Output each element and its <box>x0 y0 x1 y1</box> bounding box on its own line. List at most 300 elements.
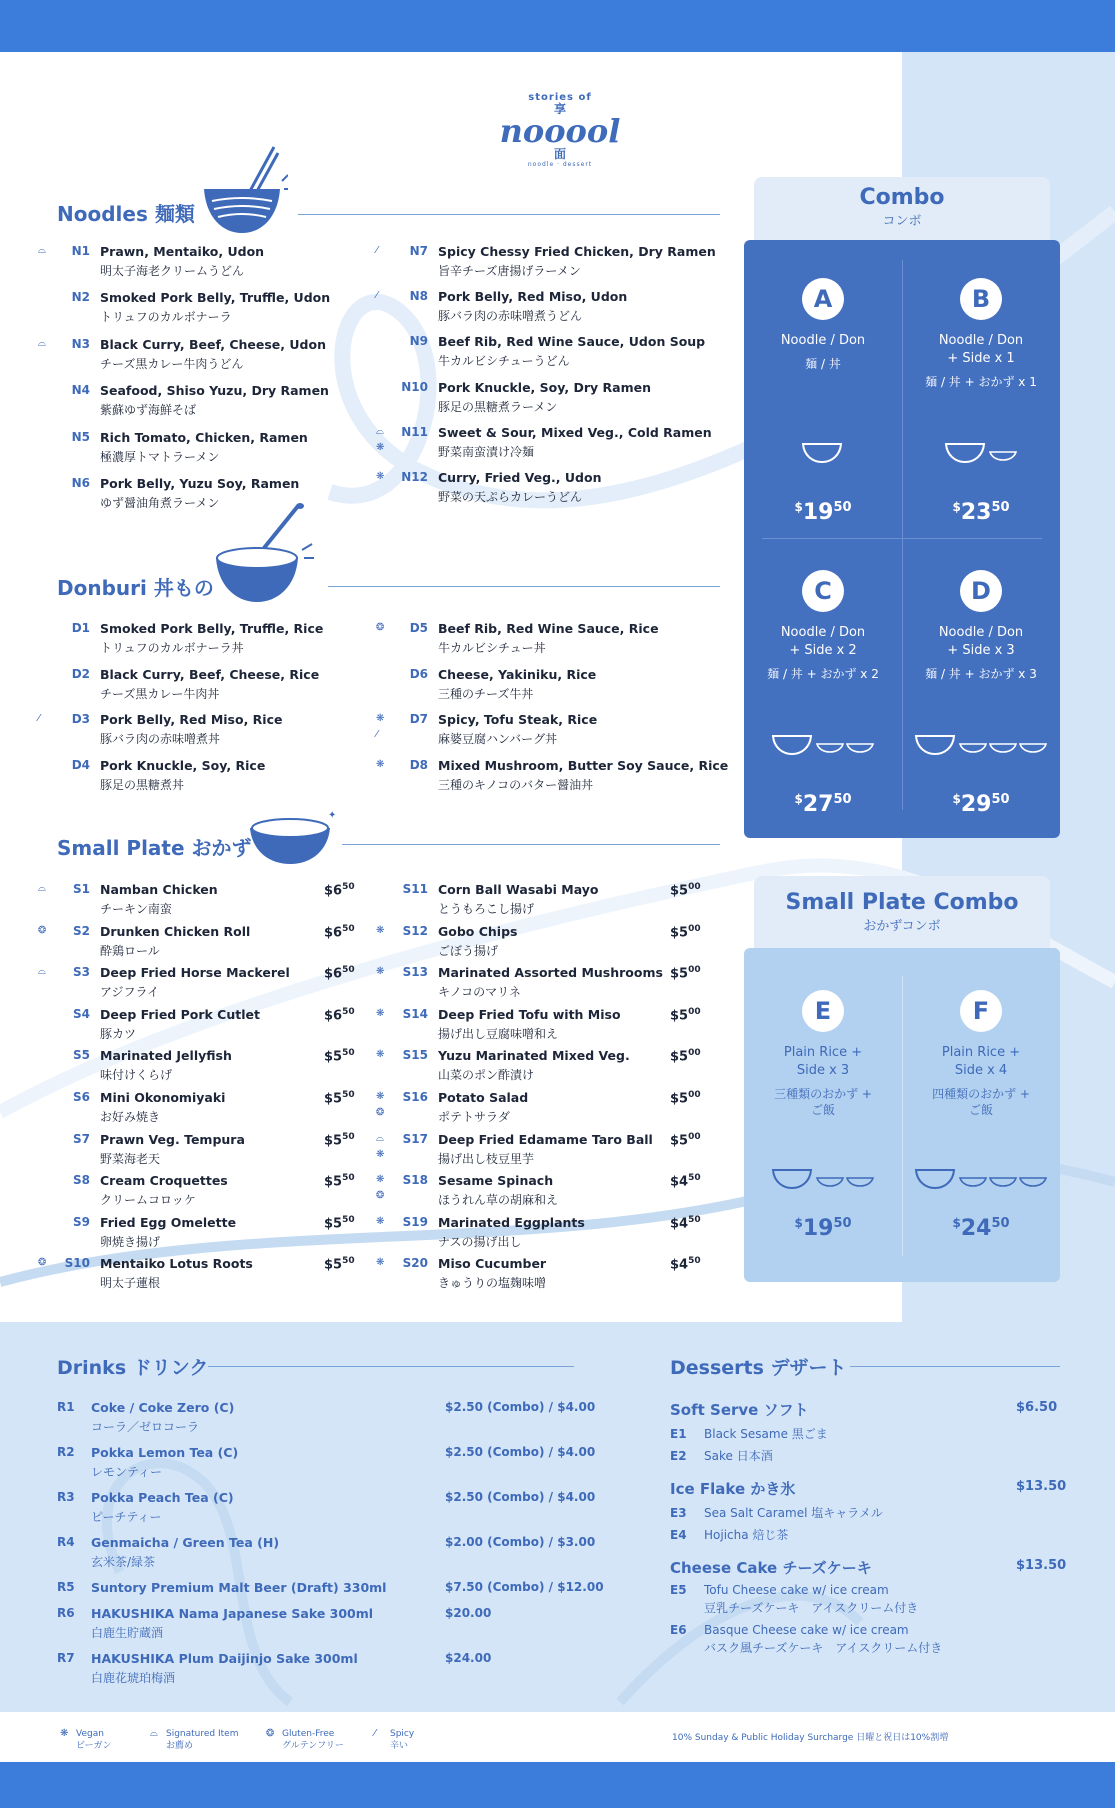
price-cents: 00 <box>688 923 701 934</box>
bowl-set-icon <box>771 730 875 756</box>
price-currency: $ <box>794 1216 803 1230</box>
surcharge-note: 10% Sunday & Public Holiday Surcharge 日曜と祝日は10%割増 <box>672 1733 949 1743</box>
item-name-jp: チーズ黒カレー牛肉丼 <box>100 686 220 701</box>
item-name: Miso Cucumber <box>438 1256 547 1272</box>
small-combo-panel <box>744 948 1060 1282</box>
dessert-code: E5 <box>670 1583 687 1597</box>
item-name-jp: 豚足の黒糖煮丼 <box>100 777 185 792</box>
vegan-icon: ❋ <box>376 713 385 724</box>
gluten-free-icon: ❂ <box>38 1257 47 1269</box>
price-dollars: $4 <box>670 1216 689 1232</box>
combo-card-c <box>744 570 902 817</box>
vegan-icon: ❋ <box>376 1148 385 1160</box>
vegan-icon: ❋ <box>376 1174 385 1186</box>
combo-header <box>754 177 1050 241</box>
item-name: Deep Fried Edamame Taro Ball <box>438 1131 653 1147</box>
signature-icon: ⌓ <box>376 1132 384 1144</box>
price-dollars: $5 <box>324 1091 343 1107</box>
item-name-jp: 豚足の黒糖煮ラーメン <box>438 399 558 414</box>
bowl-set-icon <box>914 1164 1048 1190</box>
item-name-jp: トリュフのカルボナーラ丼 <box>100 641 244 655</box>
side-dish-icon <box>817 1178 843 1186</box>
logo-top-text: stories of <box>528 92 592 103</box>
item-price <box>670 1173 701 1189</box>
price-dollars: $5 <box>670 883 689 899</box>
item-name-jp: きゅうりの塩麹味噌 <box>438 1276 547 1291</box>
dessert-group-price: $13.50 <box>1016 1479 1067 1494</box>
vegan-icon: ❋ <box>376 1257 385 1269</box>
drink-price: $2.50 (Combo) / $4.00 <box>445 1445 596 1459</box>
bowl-set-icon <box>801 438 845 464</box>
combo-letter-badge: C <box>802 570 844 612</box>
item-name: Marinated Jellyfish <box>100 1048 232 1064</box>
item-price <box>670 1256 701 1272</box>
item-name-jp: 牛カルビシチューうどん <box>438 354 570 369</box>
price-currency: $ <box>794 792 803 806</box>
drink-code: R6 <box>57 1606 75 1620</box>
price-dollars: 29 <box>960 792 992 817</box>
item-name-jp: トリュフのカルボナーラ <box>100 310 232 325</box>
combo-bowls <box>744 730 902 760</box>
combo-price <box>744 500 902 525</box>
item-name-jp: 明太子海老クリームうどん <box>100 264 245 278</box>
drink-price: $2.50 (Combo) / $4.00 <box>445 1400 596 1414</box>
combo-divider-horizontal <box>762 538 1042 539</box>
item-name: Smoked Pork Belly, Truffle, Rice <box>100 621 324 636</box>
price-cents: 50 <box>833 792 852 807</box>
price-dollars: $5 <box>324 1132 343 1148</box>
item-code: N6 <box>71 476 90 490</box>
item-code: S1 <box>73 882 90 896</box>
item-name-jp: ほうれん草の胡麻和え <box>438 1193 559 1208</box>
item-name-jp: 豚カツ <box>100 1026 137 1041</box>
dessert-name: Hojicha 焙じ茶 <box>704 1528 789 1542</box>
item-price <box>324 1215 355 1231</box>
spicy-icon: ⁄ <box>376 245 378 256</box>
dessert-name: Sea Salt Caramel 塩キャラメル <box>704 1506 883 1520</box>
combo-card-b <box>902 278 1060 525</box>
item-code: N10 <box>401 379 428 394</box>
item-code: S5 <box>73 1048 90 1063</box>
item-name-jp: チーズ黒カレー牛肉うどん <box>100 356 244 371</box>
combo-price <box>902 500 1060 525</box>
price-cents: 00 <box>688 1131 701 1142</box>
item-code: D7 <box>409 712 428 726</box>
price-cents: 00 <box>688 1090 701 1100</box>
item-name-jp: ポテトサラダ <box>438 1110 510 1124</box>
item-name-jp: 牛カルビシチュー丼 <box>438 641 546 655</box>
item-name-jp: 揚げ出し枝豆里芋 <box>438 1151 535 1166</box>
side-dish-icon <box>817 744 843 752</box>
combo-name-line2: + Side x 2 <box>789 643 857 658</box>
dessert-name: Basque Cheese cake w/ ice cream <box>704 1623 909 1637</box>
dessert-name: Sake 日本酒 <box>704 1449 773 1463</box>
item-code: S18 <box>402 1173 428 1188</box>
item-name: Sweet & Sour, Mixed Veg., Cold Ramen <box>438 424 712 440</box>
drink-name: Suntory Premium Malt Beer (Draft) 330ml <box>91 1580 387 1595</box>
section-divider <box>298 214 720 215</box>
price-cents: 50 <box>342 882 355 892</box>
gluten-free-icon: ❂ <box>376 622 385 633</box>
gluten-free-icon: ❂ <box>376 1190 385 1202</box>
price-dollars: $5 <box>670 1091 689 1107</box>
dessert-item <box>670 1447 773 1464</box>
item-price <box>324 924 355 940</box>
drink-code: R1 <box>57 1400 75 1414</box>
item-code: D5 <box>409 621 428 635</box>
small-plate-icon <box>248 808 336 866</box>
price-cents: 50 <box>342 965 355 976</box>
price-currency: $ <box>952 500 961 514</box>
section-title-donburi: Donburi 丼もの <box>57 576 214 600</box>
item-code: S6 <box>73 1090 90 1104</box>
price-dollars: 27 <box>802 792 834 817</box>
item-name: Drunken Chicken Roll <box>100 923 251 939</box>
item-name-jp: 揚げ出し豆腐味噌和え <box>438 1026 559 1041</box>
combo-name <box>744 624 902 660</box>
dessert-code: E4 <box>670 1528 687 1542</box>
drink-name-jp: レモンティー <box>91 1465 163 1479</box>
combo-name-line2: Side x 4 <box>954 1063 1008 1078</box>
combo-panel <box>744 240 1060 838</box>
item-price <box>324 965 355 981</box>
price-cents: 50 <box>688 1214 701 1225</box>
price-cents: 50 <box>342 923 355 934</box>
item-name: Sesame Spinach <box>438 1173 554 1189</box>
price-cents: 50 <box>342 1006 355 1017</box>
item-code: S17 <box>402 1131 428 1146</box>
logo <box>495 92 625 184</box>
drink-name: Pokka Lemon Tea (C) <box>91 1445 239 1460</box>
combo-price <box>744 1216 902 1241</box>
bowl-set-icon <box>944 438 1018 464</box>
item-code: S13 <box>402 965 428 980</box>
main-bowl-icon <box>916 736 954 754</box>
combo-jp-line2: ご飯 <box>968 1103 993 1117</box>
item-price <box>670 882 701 898</box>
section-title-desserts: Desserts デザート <box>670 1357 847 1379</box>
drink-name-jp: コーラ／ゼロコーラ <box>91 1420 200 1434</box>
combo-name-line1: Noodle / Don <box>780 333 866 348</box>
item-code: D1 <box>71 621 90 635</box>
combo-name <box>744 332 902 350</box>
item-name: Mentaiko Lotus Roots <box>100 1256 253 1272</box>
price-cents: 50 <box>991 792 1010 807</box>
item-code: S11 <box>402 882 428 896</box>
drink-name: Pokka Peach Tea (C) <box>91 1490 234 1505</box>
dessert-group-price: $13.50 <box>1016 1558 1067 1573</box>
item-name-jp: 野菜の天ぷらカレーうどん <box>438 490 583 504</box>
legend-item <box>150 1728 239 1752</box>
item-name-jp: 旨辛チーズ唐揚げラーメン <box>438 264 581 278</box>
vegan-icon: ❋ <box>376 924 385 936</box>
side-dish-icon <box>1020 1178 1046 1186</box>
item-name-jp: アジフライ <box>100 985 160 1000</box>
item-name: Corn Ball Wasabi Mayo <box>438 882 599 897</box>
vegan-icon: ❋ <box>376 758 385 770</box>
item-name-jp: チーキン南蛮 <box>100 902 172 916</box>
item-code: S16 <box>402 1090 428 1104</box>
drink-name: Genmaicha / Green Tea (H) <box>91 1535 280 1550</box>
item-name: Pork Belly, Yuzu Soy, Ramen <box>100 476 300 491</box>
side-dish-icon <box>960 744 986 752</box>
price-dollars: $5 <box>670 924 689 940</box>
legend-label-jp: 辛い <box>390 1741 409 1751</box>
item-name: Curry, Fried Veg., Udon <box>438 470 602 485</box>
main-bowl-icon <box>916 1170 954 1188</box>
item-code: D2 <box>71 666 90 681</box>
bowl-set-icon <box>771 1164 875 1190</box>
price-cents: 00 <box>688 1048 701 1059</box>
drink-price: $2.00 (Combo) / $3.00 <box>445 1535 596 1549</box>
main-bowl-icon <box>803 444 841 462</box>
item-name-jp: お好み焼き <box>100 1110 161 1124</box>
price-currency: $ <box>952 1216 961 1230</box>
combo-letter-badge: E <box>802 990 844 1032</box>
item-code: N8 <box>409 289 428 304</box>
dessert-group-title: Ice Flake かき氷 <box>670 1480 796 1498</box>
drink-code: R7 <box>57 1651 75 1665</box>
vegan-icon: ❋ <box>376 1007 385 1019</box>
spicy-icon: ⁄ <box>38 713 40 724</box>
combo-jp-line1: 三種類のおかず + <box>774 1087 872 1101</box>
combo-name-jp: 麺 / 丼 + おかず x 1 <box>925 375 1037 389</box>
price-cents: 50 <box>342 1048 355 1059</box>
dessert-group-title: Soft Serve ソフト <box>670 1401 809 1419</box>
logo-kanji-top: 享 <box>553 102 566 116</box>
vegan-icon: ❋ <box>60 1728 69 1739</box>
combo-letter-badge: B <box>960 278 1002 320</box>
price-cents: 50 <box>342 1090 355 1100</box>
combo-name-line2: + Side x 3 <box>947 643 1015 658</box>
drink-price: $7.50 (Combo) / $12.00 <box>445 1580 604 1594</box>
item-name-jp: 豚バラ肉の赤味噌煮うどん <box>438 309 583 324</box>
price-dollars: 23 <box>960 500 992 525</box>
item-name-jp: ナスの揚げ出し <box>438 1234 522 1249</box>
dessert-code: E3 <box>670 1506 687 1520</box>
combo-name-line1: Plain Rice + <box>941 1045 1021 1060</box>
section-divider <box>328 586 720 587</box>
drink-name-jp: 白鹿生貯蔵酒 <box>91 1626 164 1640</box>
item-name-jp: 野菜海老天 <box>100 1151 161 1166</box>
legend-label-jp: グルテンフリー <box>282 1741 344 1751</box>
item-code: S10 <box>64 1256 90 1271</box>
dessert-name: Black Sesame 黒ごま <box>704 1427 828 1441</box>
item-name: Deep Fried Tofu with Miso <box>438 1006 621 1022</box>
drink-price: $20.00 <box>445 1606 492 1620</box>
item-code: D4 <box>71 757 90 772</box>
dessert-name-jp: バスク風チーズケーキ アイスクリーム付き <box>704 1641 943 1655</box>
combo-subtitle: コンボ <box>882 214 922 229</box>
combo-name <box>902 332 1060 368</box>
price-cents: 50 <box>991 500 1010 515</box>
item-name: Seafood, Shiso Yuzu, Dry Ramen <box>100 383 329 399</box>
item-name-jp: 豚バラ肉の赤味噌煮丼 <box>100 732 221 746</box>
combo-name <box>902 624 1060 660</box>
item-name: Gobo Chips <box>438 923 518 939</box>
item-name: Pork Belly, Red Miso, Rice <box>100 712 283 727</box>
item-code: N9 <box>409 334 428 349</box>
price-dollars: $6 <box>324 883 343 899</box>
section-title-drinks: Drinks ドリンク <box>57 1357 209 1379</box>
item-code: S20 <box>402 1256 428 1271</box>
dessert-item <box>670 1526 788 1543</box>
combo-letter-badge: D <box>960 570 1002 612</box>
item-name-jp: とうもろこし揚げ <box>438 902 535 916</box>
combo-jp-line1: 四種類のおかず + <box>932 1087 1030 1101</box>
small-combo-title: Small Plate Combo <box>785 890 1019 915</box>
small-combo-subtitle: おかずコンボ <box>863 919 941 934</box>
item-price <box>670 1090 701 1106</box>
item-code: N3 <box>71 336 90 351</box>
combo-name-jp: 麺 / 丼 <box>805 357 841 371</box>
dessert-code: E2 <box>670 1449 687 1463</box>
price-dollars: $5 <box>670 966 689 982</box>
combo-jp-line2: ご飯 <box>810 1103 835 1117</box>
price-cents: 00 <box>688 965 701 976</box>
price-cents: 50 <box>342 1214 355 1225</box>
side-dish-icon <box>1020 744 1046 752</box>
price-dollars: 19 <box>802 1216 834 1241</box>
drink-price: $2.50 (Combo) / $4.00 <box>445 1490 596 1504</box>
bowl-set-icon <box>914 730 1048 756</box>
item-name: Smoked Pork Belly, Truffle, Udon <box>100 290 331 306</box>
item-price <box>670 965 701 981</box>
dessert-name-jp: 豆乳チーズケーキ アイスクリーム付き <box>704 1601 919 1615</box>
side-dish-icon <box>990 452 1016 460</box>
item-code: S4 <box>73 1006 90 1021</box>
item-name-jp: キノコのマリネ <box>438 985 521 1000</box>
item-name: Pork Belly, Red Miso, Udon <box>438 289 628 305</box>
gluten-free-icon: ❂ <box>266 1728 275 1739</box>
price-cents: 50 <box>342 1173 355 1184</box>
logo-tagline: noodle · dessert <box>527 161 593 168</box>
combo-name-jp: 麺 / 丼 + おかず x 3 <box>925 667 1037 681</box>
price-dollars: 19 <box>802 500 834 525</box>
item-code: N1 <box>71 244 90 258</box>
item-name: Potato Salad <box>438 1090 529 1105</box>
dessert-group-title: Cheese Cake チーズケーキ <box>670 1559 872 1577</box>
item-name: Black Curry, Beef, Cheese, Rice <box>100 666 320 682</box>
side-dish-icon <box>960 1178 986 1186</box>
rice-bowl-icon <box>212 502 316 606</box>
drink-name: HAKUSHIKA Nama Japanese Sake 300ml <box>91 1606 374 1621</box>
legend-label: Vegan <box>76 1729 104 1739</box>
item-name: Namban Chicken <box>100 882 218 897</box>
legend-label: Gluten-Free <box>282 1729 335 1739</box>
item-price <box>324 1007 355 1023</box>
price-dollars: $5 <box>324 1216 343 1232</box>
small-combo-header <box>754 876 1050 950</box>
gluten-free-icon: ❂ <box>376 1107 385 1118</box>
combo-name-jp <box>744 1086 902 1118</box>
price-dollars: $4 <box>670 1257 689 1273</box>
drink-code: R3 <box>57 1490 75 1504</box>
item-name-jp: 野菜南蛮漬け冷麺 <box>438 444 535 459</box>
item-price <box>324 1048 355 1064</box>
combo-card-f <box>902 990 1060 1241</box>
combo-card-a <box>744 278 902 525</box>
combo-bowls <box>744 1164 902 1194</box>
drink-name-jp: 玄米茶/緑茶 <box>91 1555 156 1569</box>
combo-name-jp <box>902 1086 1060 1118</box>
item-name: Beef Rib, Red Wine Sauce, Rice <box>438 621 659 636</box>
combo-letter-badge: F <box>960 990 1002 1032</box>
combo-bowls <box>902 438 1060 468</box>
main-bowl-icon <box>773 736 811 754</box>
dessert-code: E6 <box>670 1623 687 1637</box>
legend-item <box>374 1728 415 1752</box>
section-divider <box>850 1366 1060 1367</box>
item-code: N11 <box>401 424 428 439</box>
combo-letter-badge: A <box>802 278 844 320</box>
item-code: S14 <box>402 1006 428 1021</box>
drink-code: R5 <box>57 1580 75 1594</box>
item-code: D6 <box>409 666 428 681</box>
item-code: S8 <box>73 1173 90 1188</box>
item-name: Spicy Chessy Fried Chicken, Dry Ramen <box>438 244 716 259</box>
item-code: D8 <box>409 757 428 772</box>
combo-name-line1: Plain Rice + <box>783 1045 863 1060</box>
item-price <box>670 1048 701 1064</box>
item-name: Pork Knuckle, Soy, Rice <box>100 757 266 773</box>
signature-icon: ⌓ <box>38 966 46 978</box>
item-price <box>324 1132 355 1148</box>
item-name: Prawn Veg. Tempura <box>100 1131 245 1147</box>
main-bowl-icon <box>946 444 984 462</box>
item-name-jp: 明太子蓮根 <box>100 1276 161 1291</box>
item-code: S19 <box>402 1214 428 1229</box>
section-divider <box>208 1366 574 1367</box>
item-name-jp: 山菜のポン酢漬け <box>438 1068 535 1083</box>
item-name: Spicy, Tofu Steak, Rice <box>438 712 598 727</box>
item-name: Marinated Eggplants <box>438 1214 585 1230</box>
price-cents: 50 <box>342 1256 355 1267</box>
dessert-item <box>670 1583 918 1616</box>
signature-icon: ⌓ <box>38 245 46 256</box>
drink-code: R2 <box>57 1445 75 1459</box>
vegan-icon: ❋ <box>376 1091 385 1102</box>
item-name: Mini Okonomiyaki <box>100 1090 226 1105</box>
item-name: Deep Fried Horse Mackerel <box>100 965 290 981</box>
svg-text:✦: ✦ <box>328 810 336 821</box>
side-dish-icon <box>847 1178 873 1186</box>
item-code: S9 <box>73 1214 90 1229</box>
item-code: S15 <box>402 1048 428 1063</box>
signature-icon: ⌓ <box>376 425 384 437</box>
item-name: Prawn, Mentaiko, Udon <box>100 244 265 259</box>
item-code: D3 <box>71 712 90 726</box>
item-price <box>670 1007 701 1023</box>
price-cents: 50 <box>688 1173 701 1184</box>
legend-label: Spicy <box>390 1729 415 1739</box>
price-cents: 50 <box>688 1256 701 1267</box>
item-code: N2 <box>71 290 90 305</box>
legend-label: Signatured Item <box>166 1729 239 1739</box>
item-name: Beef Rib, Red Wine Sauce, Udon Soup <box>438 334 706 350</box>
price-dollars: $6 <box>324 966 343 982</box>
item-name-jp: ゆず醤油角煮ラーメン <box>100 496 220 510</box>
combo-name-line2: Side x 3 <box>796 1063 850 1078</box>
item-name: Deep Fried Pork Cutlet <box>100 1006 260 1022</box>
vegan-icon: ❋ <box>376 1049 385 1061</box>
dessert-item <box>670 1425 828 1442</box>
dessert-item <box>670 1623 942 1656</box>
item-name-jp: ごぼう揚げ <box>438 943 499 958</box>
item-price <box>670 924 701 940</box>
dessert-code: E1 <box>670 1427 687 1441</box>
item-name-jp: 極濃厚トマトラーメン <box>100 449 220 464</box>
